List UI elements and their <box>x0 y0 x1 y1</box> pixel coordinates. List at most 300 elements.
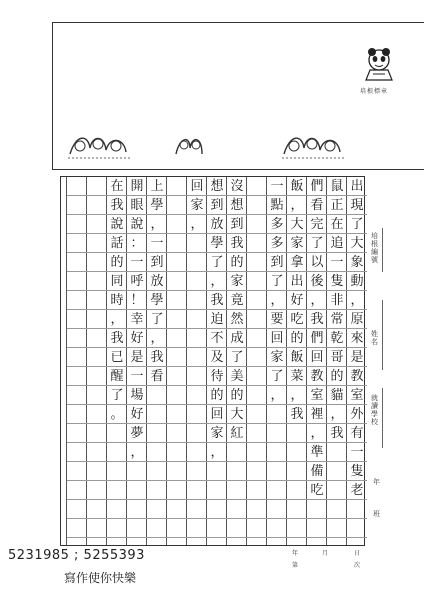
grid-cell: 備 <box>307 462 327 481</box>
grid-cell <box>247 386 267 405</box>
grid-cell: 教 <box>307 367 327 386</box>
writing-grid <box>60 176 365 546</box>
grid-cell: 一 <box>267 177 287 196</box>
grid-column <box>126 177 146 545</box>
grid-cell: 的 <box>227 253 247 272</box>
grid-cell: 好 <box>127 329 147 348</box>
grid-cell: 鼠 <box>327 177 347 196</box>
school-line <box>382 388 383 448</box>
grid-cell <box>67 253 87 272</box>
grid-cell <box>67 310 87 329</box>
grid-cell: 放 <box>147 272 167 291</box>
grid-cell: 現 <box>347 196 367 215</box>
grid-cell <box>67 215 87 234</box>
grid-cell <box>247 462 267 481</box>
grid-cell: 一 <box>347 443 367 462</box>
grid-cell <box>147 500 167 519</box>
year-label: 年 <box>373 478 380 486</box>
grid-cell <box>147 462 167 481</box>
grid-cell: 家 <box>287 234 307 253</box>
grid-cell: 們 <box>307 329 327 348</box>
grid-cell <box>167 481 187 500</box>
grid-cell <box>187 234 207 253</box>
grid-cell: 了 <box>307 234 327 253</box>
grid-cell <box>147 481 167 500</box>
grid-column <box>106 177 126 545</box>
grid-cell: 隻 <box>347 462 367 481</box>
grid-cell <box>67 424 87 443</box>
grid-cell: 幸 <box>127 310 147 329</box>
grid-cell <box>87 462 107 481</box>
grid-cell: 。 <box>107 405 127 424</box>
grid-cell <box>87 196 107 215</box>
grid-cell: 有 <box>347 424 367 443</box>
grid-cell: 迫 <box>207 310 227 329</box>
grid-cell: 要 <box>267 310 287 329</box>
grid-cell: 完 <box>307 215 327 234</box>
grid-cell: 了 <box>267 272 287 291</box>
grid-cell <box>167 424 187 443</box>
grid-cell <box>207 462 227 481</box>
grid-cell: 時 <box>107 291 127 310</box>
grid-cell: 多 <box>267 234 287 253</box>
grid-cell <box>167 329 187 348</box>
grid-cell: 美 <box>227 367 247 386</box>
grid-cell <box>327 462 347 481</box>
grid-cell: 紅 <box>227 424 247 443</box>
grid-cell <box>287 443 307 462</box>
phone-numbers: 5231985 ; 5255393 <box>8 548 145 563</box>
grid-cell: 然 <box>227 310 247 329</box>
grid-cell <box>87 291 107 310</box>
grid-cell <box>107 500 127 519</box>
grid-cell: 非 <box>327 291 347 310</box>
grid-cell: ， <box>307 424 327 443</box>
decorative-flower-icon <box>280 128 346 162</box>
grid-cell: 到 <box>227 215 247 234</box>
grid-cell <box>327 443 347 462</box>
grid-cell <box>227 519 247 538</box>
grid-cell <box>67 519 87 538</box>
name-label: 姓名 <box>371 330 378 347</box>
grid-cell: 話 <box>107 234 127 253</box>
grid-cell <box>147 386 167 405</box>
grid-column <box>246 177 266 545</box>
grid-cell <box>167 462 187 481</box>
grid-cell <box>187 405 207 424</box>
grid-cell <box>87 424 107 443</box>
grid-cell: 了 <box>107 386 127 405</box>
grid-cell: 及 <box>207 348 227 367</box>
grid-cell <box>247 234 267 253</box>
grid-cell <box>167 310 187 329</box>
grid-cell <box>187 367 207 386</box>
grid-cell <box>247 329 267 348</box>
grid-cell <box>87 234 107 253</box>
grid-cell <box>167 291 187 310</box>
grid-cell: ， <box>107 310 127 329</box>
grid-cell: 了 <box>147 310 167 329</box>
grid-cell <box>167 196 187 215</box>
grid-cell: 回 <box>267 329 287 348</box>
grid-cell <box>247 272 267 291</box>
grid-cell: 點 <box>267 196 287 215</box>
grid-cell: ， <box>147 215 167 234</box>
grid-cell: 來 <box>347 329 367 348</box>
grid-cell <box>147 443 167 462</box>
grid-cell: 看 <box>307 196 327 215</box>
grid-cell: 以 <box>307 253 327 272</box>
grid-cell <box>287 481 307 500</box>
grid-cell: 到 <box>147 253 167 272</box>
grid-column <box>186 177 206 545</box>
grid-cell <box>247 291 267 310</box>
date-times: 次 <box>354 562 361 569</box>
grid-cell: 們 <box>307 177 327 196</box>
grid-cell: 的 <box>227 386 247 405</box>
grid-cell <box>187 348 207 367</box>
grid-cell <box>287 519 307 538</box>
grid-cell <box>147 405 167 424</box>
grid-cell: 上 <box>147 177 167 196</box>
grid-cell <box>127 519 147 538</box>
date-day: 日 <box>354 550 361 557</box>
grid-cell: 沒 <box>227 177 247 196</box>
grid-cell <box>167 272 187 291</box>
grid-cell <box>87 177 107 196</box>
grid-cell: ， <box>307 291 327 310</box>
grid-cell: 我 <box>107 196 127 215</box>
grid-cell: 追 <box>327 234 347 253</box>
grid-cell: 我 <box>307 310 327 329</box>
grid-cell <box>67 462 87 481</box>
grid-column <box>306 177 326 545</box>
grid-cell: 室 <box>307 386 327 405</box>
grid-cell <box>167 500 187 519</box>
grid-column <box>266 177 286 545</box>
date-month: 月 <box>322 550 329 557</box>
grid-cell: 吃 <box>307 481 327 500</box>
grid-cell: 待 <box>207 367 227 386</box>
grid-cell: 隻 <box>327 272 347 291</box>
grid-cell <box>247 519 267 538</box>
grid-cell <box>67 481 87 500</box>
grid-cell <box>247 367 267 386</box>
grid-cell: 成 <box>227 329 247 348</box>
grid-cell <box>107 519 127 538</box>
grid-cell <box>287 500 307 519</box>
grid-cell: 老 <box>347 481 367 500</box>
grid-cell: 原 <box>347 310 367 329</box>
grid-cell <box>267 424 287 443</box>
grid-cell <box>87 272 107 291</box>
grid-cell <box>87 367 107 386</box>
grid-cell: 動 <box>347 272 367 291</box>
grid-cell <box>67 234 87 253</box>
grid-cell: 的 <box>327 367 347 386</box>
grid-column <box>226 177 246 545</box>
grid-cell: 不 <box>207 329 227 348</box>
grid-cell: 出 <box>347 177 367 196</box>
grid-cell <box>207 519 227 538</box>
grid-column <box>206 177 226 545</box>
grid-cell <box>327 481 347 500</box>
grid-cell: 看 <box>147 367 167 386</box>
grid-cell <box>167 348 187 367</box>
grid-cell: 是 <box>347 348 367 367</box>
grid-cell <box>147 424 167 443</box>
grid-cell <box>187 310 207 329</box>
grid-cell: 說 <box>127 215 147 234</box>
grid-cell: ， <box>187 215 207 234</box>
grid-cell: 吃 <box>287 310 307 329</box>
grid-cell <box>67 386 87 405</box>
grid-column <box>66 177 86 545</box>
grid-cell <box>107 443 127 462</box>
grid-cell: 了 <box>227 348 247 367</box>
grid-column <box>286 177 306 545</box>
grid-cell: 了 <box>207 253 227 272</box>
grid-cell <box>247 253 267 272</box>
grid-cell: 我 <box>147 348 167 367</box>
grid-cell <box>267 443 287 462</box>
grid-cell <box>187 329 207 348</box>
grid-cell <box>167 234 187 253</box>
grid-cell: 大 <box>287 215 307 234</box>
grid-cell: 準 <box>307 443 327 462</box>
grid-cell <box>67 500 87 519</box>
grid-cell <box>87 310 107 329</box>
grid-cell <box>227 481 247 500</box>
grid-cell: 學 <box>147 196 167 215</box>
grid-cell <box>167 215 187 234</box>
grid-cell: 出 <box>287 272 307 291</box>
grid-cell: ， <box>127 443 147 462</box>
slogan: 寫作使你快樂 <box>64 571 137 585</box>
grid-cell <box>167 386 187 405</box>
grid-cell <box>307 519 327 538</box>
grid-cell: 了 <box>267 367 287 386</box>
grid-cell: 回 <box>307 348 327 367</box>
grid-cell <box>187 443 207 462</box>
grid-cell: 後 <box>307 272 327 291</box>
grid-cell <box>167 367 187 386</box>
grid-cell: 想 <box>227 196 247 215</box>
grid-cell <box>87 253 107 272</box>
grid-cell: 的 <box>107 253 127 272</box>
grid-cell: 開 <box>127 177 147 196</box>
grid-cell: 我 <box>227 234 247 253</box>
grid-cell <box>347 519 367 538</box>
grid-cell: 竟 <box>227 291 247 310</box>
grid-cell <box>267 500 287 519</box>
grid-cell <box>207 481 227 500</box>
grid-cell <box>67 367 87 386</box>
grid-cell: 放 <box>207 215 227 234</box>
grid-cell: 飯 <box>287 177 307 196</box>
grid-cell <box>107 481 127 500</box>
grid-cell <box>327 500 347 519</box>
grid-cell <box>67 329 87 348</box>
grid-cell: 裡 <box>307 405 327 424</box>
grid-cell: ， <box>267 386 287 405</box>
grid-cell: 象 <box>347 253 367 272</box>
grid-cell <box>247 177 267 196</box>
grid-cell <box>107 424 127 443</box>
grid-cell: 我 <box>327 424 347 443</box>
grid-cell: 常 <box>327 310 347 329</box>
grid-cell <box>127 462 147 481</box>
grid-cell <box>87 443 107 462</box>
grid-cell: ， <box>287 196 307 215</box>
grid-cell: 室 <box>347 386 367 405</box>
grid-cell <box>167 405 187 424</box>
grid-cell: 在 <box>327 215 347 234</box>
grid-cell: 哥 <box>327 348 347 367</box>
grid-cell <box>187 462 207 481</box>
grid-cell <box>247 215 267 234</box>
grid-cell <box>267 405 287 424</box>
grid-cell <box>247 348 267 367</box>
grid-cell <box>227 500 247 519</box>
grid-cell <box>187 481 207 500</box>
school-label: 就讀學校 <box>371 394 378 427</box>
grid-cell: 正 <box>327 196 347 215</box>
grid-cell: ： <box>127 234 147 253</box>
grid-column <box>146 177 166 545</box>
grid-cell <box>67 348 87 367</box>
grid-cell: 夢 <box>127 424 147 443</box>
grid-cell: 大 <box>347 234 367 253</box>
grid-cell: ， <box>287 386 307 405</box>
grid-cell <box>187 424 207 443</box>
class-label: 班 <box>373 510 380 518</box>
grid-cell: 菜 <box>287 367 307 386</box>
grid-cell <box>187 253 207 272</box>
grid-cell <box>247 481 267 500</box>
grid-cell <box>187 291 207 310</box>
grid-cell: ， <box>207 443 227 462</box>
grid-cell: 同 <box>107 272 127 291</box>
grid-cell <box>67 196 87 215</box>
grid-cell <box>327 519 347 538</box>
name-line <box>382 300 383 370</box>
grid-cell <box>167 519 187 538</box>
grid-cell: 學 <box>147 291 167 310</box>
decorative-flower-icon <box>66 128 132 162</box>
grid-cell: 我 <box>107 329 127 348</box>
panda-mascot-icon <box>358 42 400 84</box>
grid-column <box>346 177 366 545</box>
grid-cell <box>87 329 107 348</box>
grid-cell: ， <box>347 291 367 310</box>
grid-cell <box>67 291 87 310</box>
grid-cell: 好 <box>287 291 307 310</box>
date-year: 年 <box>292 550 299 557</box>
grid-cell <box>347 500 367 519</box>
grid-cell <box>267 481 287 500</box>
grid-cell <box>87 215 107 234</box>
grid-cell: 到 <box>267 253 287 272</box>
code-line <box>382 228 383 272</box>
grid-cell <box>107 462 127 481</box>
grid-cell <box>207 500 227 519</box>
grid-cell <box>227 443 247 462</box>
grid-cell <box>147 519 167 538</box>
grid-cell <box>287 462 307 481</box>
grid-cell: ， <box>147 329 167 348</box>
grid-cell: 我 <box>207 291 227 310</box>
grid-cell: 我 <box>287 405 307 424</box>
grid-cell: 到 <box>207 196 227 215</box>
code-label: 培根編號 <box>371 232 378 265</box>
grid-cell <box>127 481 147 500</box>
grid-cell: 多 <box>267 215 287 234</box>
grid-cell: 了 <box>347 215 367 234</box>
grid-cell: 已 <box>107 348 127 367</box>
grid-cell: 一 <box>127 253 147 272</box>
grid-column <box>86 177 106 545</box>
grid-cell: 是 <box>127 348 147 367</box>
grid-cell <box>187 386 207 405</box>
grid-cell: 醒 <box>107 367 127 386</box>
grid-cell <box>187 272 207 291</box>
grid-cell <box>307 500 327 519</box>
grid-cell: 一 <box>127 367 147 386</box>
stamp-label: 培根標章 <box>360 88 389 95</box>
grid-cell <box>187 500 207 519</box>
grid-cell <box>87 405 107 424</box>
grid-cell <box>187 519 207 538</box>
grid-cell <box>127 500 147 519</box>
grid-cell <box>267 462 287 481</box>
grid-cell <box>227 462 247 481</box>
grid-cell <box>167 177 187 196</box>
grid-cell <box>247 405 267 424</box>
grid-cell: 在 <box>107 177 127 196</box>
grid-cell: 場 <box>127 386 147 405</box>
grid-cell: 貓 <box>327 386 347 405</box>
grid-cell: 拿 <box>287 253 307 272</box>
grid-cell <box>87 519 107 538</box>
grid-cell: 好 <box>127 405 147 424</box>
grid-cell <box>67 177 87 196</box>
grid-cell: 眼 <box>127 196 147 215</box>
grid-cell: 家 <box>267 348 287 367</box>
grid-cell <box>67 443 87 462</box>
grid-cell: 外 <box>347 405 367 424</box>
grid-column <box>166 177 186 545</box>
grid-cell: 呼 <box>127 272 147 291</box>
grid-cell <box>87 348 107 367</box>
grid-cell <box>247 443 267 462</box>
grid-cell: 一 <box>327 253 347 272</box>
grid-cell: 說 <box>107 215 127 234</box>
grid-cell <box>67 272 87 291</box>
grid-cell <box>247 310 267 329</box>
grid-column <box>326 177 346 545</box>
grid-cell <box>247 500 267 519</box>
grid-cell: 回 <box>207 405 227 424</box>
grid-cell: 學 <box>207 234 227 253</box>
grid-cell: ， <box>207 272 227 291</box>
grid-cell: ！ <box>127 291 147 310</box>
grid-cell: 的 <box>287 329 307 348</box>
grid-cell: 想 <box>207 177 227 196</box>
decorative-flower-icon <box>172 130 206 160</box>
grid-cell: 回 <box>187 177 207 196</box>
grid-cell: 一 <box>147 234 167 253</box>
